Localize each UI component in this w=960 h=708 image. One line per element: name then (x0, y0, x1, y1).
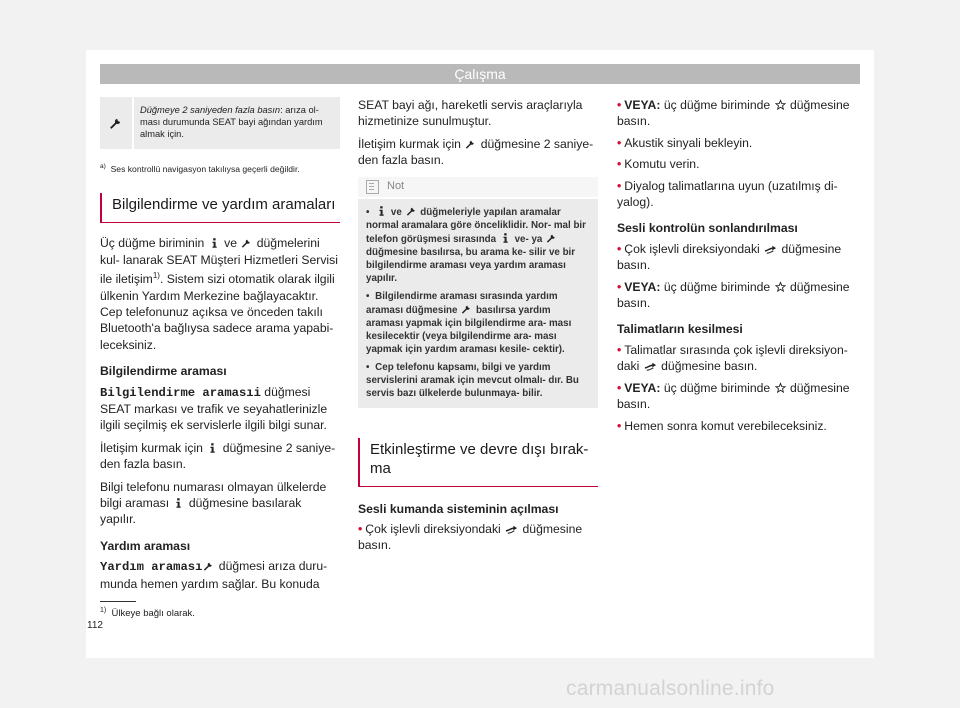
veya-label: VEYA: (624, 380, 661, 395)
bullet-item (617, 342, 860, 375)
text: düğmesi SEAT markası ve trafik ve seyahatlerinizle ilgili seçilmiş ek servislerle ilgili bilgi sunar. (100, 384, 328, 433)
text: düğmesine 2 saniye- den fazla basın. (100, 440, 336, 472)
paragraph-dealer: SEAT bayi ağı, hareketli servis araçlarıyla hizmetinize sunulmuştur. (358, 98, 583, 129)
bullet-item (617, 418, 860, 434)
wrench-icon (241, 237, 252, 249)
info-icon (173, 497, 184, 509)
bullet: • (617, 418, 622, 433)
paragraph-contact-2 (358, 136, 598, 169)
text: Bilgilendirme araması sırasında yardım araması düğmesine (366, 290, 558, 316)
bullet: • (617, 342, 622, 357)
text: düğmelerini kul- lanarak SEAT Müşteri Hizmetleri Servisi ile iletişim (100, 236, 338, 287)
wrench-icon (465, 138, 476, 150)
footnote-1 (100, 607, 195, 619)
footnote-ref: 1) (152, 271, 160, 281)
note-icon (366, 180, 379, 194)
text: . Sistem sizi otomatik olarak ilgili ülkenin Yardım Merkezine bağlayacaktır. Cep telefonunuz açıksa ve önceden takılı Bluetooth'a bağlıysa sadece arama yapabi- leceksiniz. (100, 272, 335, 352)
text: Çok işlevli direksiyondaki (624, 241, 760, 256)
bullet: • (617, 157, 622, 172)
bullet: • (366, 361, 370, 373)
text: Diyalog talimatlarına uyun (uzatılmış di- yalog). (617, 178, 838, 210)
wrench-icon (406, 205, 417, 217)
text: Bilgi telefonu numarası olmayan ülkelerde bilgi araması (100, 479, 327, 511)
table-text-cell (134, 97, 340, 149)
table-icon-cell (100, 97, 134, 149)
bullet-item (617, 241, 860, 274)
star-icon (775, 281, 786, 293)
bullet: • (617, 135, 622, 150)
voice-icon (505, 523, 518, 535)
voice-icon (764, 243, 777, 255)
subheading-end-voice: Sesli kontrolün sonlandırılması (617, 221, 798, 236)
voice-icon (644, 360, 657, 372)
column-3 (617, 97, 860, 439)
text: Cep telefonu kapsamı, bilgi ve yardım servislerini aramak için mevcut olmalı- dır. Bu servis bazı ülkelerde bulunmaya- bilir. (366, 361, 579, 399)
note-item (366, 361, 590, 400)
bullet: • (366, 206, 370, 218)
wrench-icon (546, 232, 557, 244)
star-icon (775, 99, 786, 111)
text: ve (224, 236, 237, 251)
table-text-rest: : arıza ol- ması durumunda SEAT bayi ağından yardım almak için. (140, 105, 323, 139)
text: düğmesine basın. (617, 380, 850, 412)
bullet: • (358, 522, 363, 537)
info-call-term: Bilgilendirme aramasıi (100, 385, 261, 400)
note-item (366, 205, 590, 285)
info-icon (207, 442, 218, 454)
text: Çok işlevli direksiyondaki (365, 522, 501, 537)
text: Komutu verin. (624, 157, 700, 172)
info-icon (500, 232, 511, 244)
subheading-open-voice: Sesli kumanda sisteminin açılması (358, 501, 559, 516)
note-header (358, 177, 598, 199)
bullet: • (617, 98, 622, 112)
wrench-icon (461, 303, 472, 315)
bullet-item (358, 521, 598, 554)
note-body (358, 199, 598, 408)
footnote-a-text: Ses kontrollü navigasyon takılıysa geçerli değildir. (110, 163, 300, 174)
paragraph-countries (100, 479, 340, 528)
text: İletişim kurmak için (358, 136, 461, 151)
paragraph-intro (100, 235, 340, 353)
text: Üç düğme biriminin (100, 236, 205, 251)
paragraph-help-call (100, 558, 340, 592)
text: düğmesine basılırsa, bu arama ke- silir ve bir bilgilendirme araması veya yardım araması yapılır. (366, 246, 576, 284)
footnote-rule (100, 601, 136, 602)
bullet-item (617, 178, 860, 211)
chapter-title: Çalışma (454, 66, 506, 82)
bullet: • (617, 178, 622, 193)
veya-label: VEYA: (624, 279, 661, 294)
paragraph-contact (100, 440, 340, 473)
subheading-cancel: Talimatların kesilmesi (617, 322, 743, 337)
text: ve- ya (514, 233, 543, 245)
text: üç düğme biriminde (663, 380, 771, 395)
info-icon (376, 205, 387, 217)
note-box (358, 177, 598, 408)
note-item (366, 290, 590, 356)
text: düğmesine basın. (358, 522, 583, 553)
text: İletişim kurmak için (100, 440, 203, 455)
text: düğmeleriyle yapılan aramalar normal aramalara göre önceliklidir. Nor- mal bir telefon görüşmesi sırasında (366, 206, 586, 245)
text: Hemen sonra komut verebileceksiniz. (624, 418, 827, 433)
text: basılırsa yardım araması yapmak için bilgilendirme ara- ması kesilecektir (veya bilgilendirme ara- ması yapmak için yardım araması kesile- cektir). (366, 304, 572, 355)
header-band (100, 64, 860, 84)
text: Akustik sinyali bekleyin. (624, 135, 753, 150)
section-title-2: Etkinleştirme ve devre dışı bırak- ma (370, 440, 589, 477)
bullet-item (617, 279, 860, 312)
help-call-term: Yardım araması (100, 560, 203, 575)
subheading-help-call: Yardım araması (100, 538, 191, 553)
veya-label: VEYA: (624, 98, 661, 112)
bullet: • (617, 279, 622, 294)
section-title-1: Bilgilendirme ve yardım aramaları (112, 196, 336, 214)
footnote-a-mark: a) (100, 163, 106, 170)
text: düğmesine basın. (617, 98, 850, 129)
text: düğmesi arıza duru- munda hemen yardım sağlar. Bu konuda (100, 559, 328, 591)
footnote-a (100, 159, 340, 177)
button-table (100, 97, 340, 149)
bullet-item (617, 156, 860, 172)
note-label: Not (387, 180, 405, 193)
bullet: • (617, 380, 622, 395)
info-icon (209, 237, 220, 249)
column-1 (100, 97, 340, 598)
section-heading-2 (358, 438, 598, 487)
section-heading-1 (100, 193, 340, 223)
text: ve (390, 206, 402, 218)
star-icon (775, 382, 786, 394)
text: düğmesine basın. (617, 241, 842, 273)
bullet-item (617, 135, 860, 151)
bullet: • (366, 290, 370, 302)
subheading-info-call: Bilgilendirme araması (100, 364, 227, 379)
footnote-1-text: Ülkeye bağlı olarak. (111, 608, 195, 620)
text: düğmesine 2 saniye- den fazla basın. (358, 136, 594, 168)
text: düğmesine basın. (661, 359, 758, 374)
page-number: 112 (87, 620, 103, 631)
bullet: • (617, 241, 622, 256)
bullet-item (617, 380, 860, 413)
text: düğmesine basılarak yapılır. (100, 496, 302, 527)
bullet-item (617, 97, 860, 130)
table-text-italic: Düğmeye 2 saniyeden fazla basın (140, 105, 281, 115)
column-2 (358, 97, 598, 559)
watermark: carmanualsonline.info (566, 677, 775, 700)
wrench-icon (203, 560, 214, 572)
footnote-1-mark: 1) (100, 607, 107, 614)
paragraph-info-call (100, 384, 340, 434)
text: üç düğme biriminde (663, 279, 771, 294)
text: düğmesine basın. (617, 279, 850, 311)
text: üç düğme biriminde (663, 98, 771, 112)
text: Talimatlar sırasında çok işlevli direksiyon- daki (617, 342, 848, 374)
wrench-icon (109, 116, 123, 130)
